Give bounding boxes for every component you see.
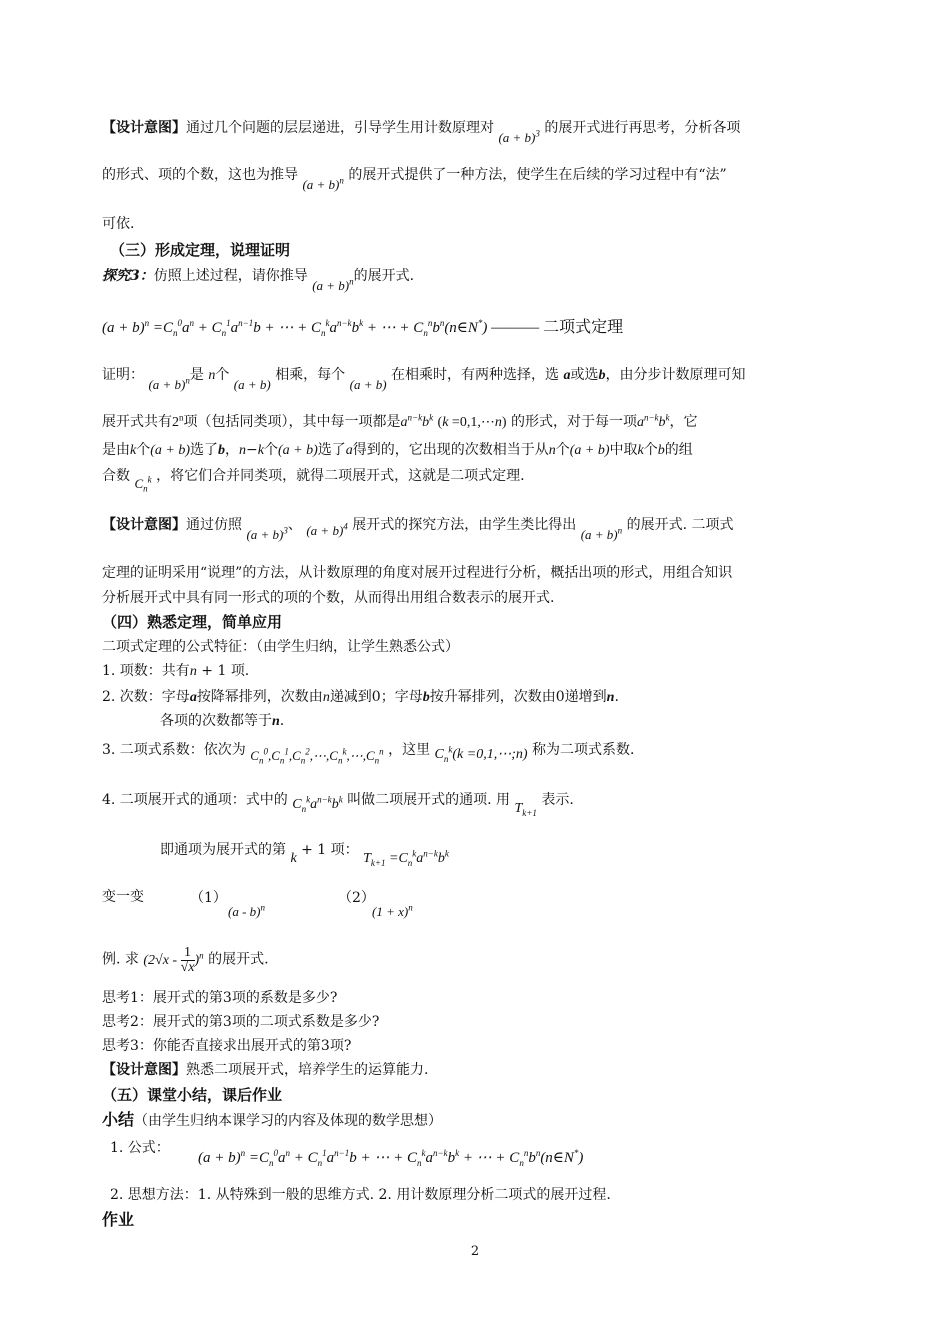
item1: 1. 项数：共有n + 1 项. — [102, 663, 250, 679]
formula-a-plus-b-n: $(a + b)^n$ — [302, 175, 344, 192]
explore3-line: 探究3：仿照上述过程，请你推导 $(a + b)^n$的展开式. — [102, 268, 415, 293]
proof-line4: 合数 $C_n^k$ ，将它们合并同类项，就得二项展开式，这就是二项式定理. — [102, 468, 525, 494]
item3: 3. 二项式系数：依次为 $C_n^0,C_n^1,C_n^2,\cdots,C_n^k,\cdots,C_n^n$ ，这里 $C_n^k(k$ =0,1,⋯;n) 称为二项式系数. — [102, 742, 635, 766]
proof-line1: 证明： $(a + b)^n$是 n个 (a + b) 相乘，每个 (a + b) 在相乘时，有两种选择，选 a或选b，由分步计数原理可知 — [102, 367, 746, 392]
intent-label: 【设计意图】 — [102, 120, 186, 136]
intent1-line2: 的形式、项的个数，这也为推导 $(a + b)^n$ 的展开式提供了一种方法，使学生在后续的学习过程中有“法” — [102, 167, 727, 192]
example-line: 例. 求 (2√x - $\frac{1}{√x}$ )$^n$ 的展开式. — [102, 945, 269, 975]
homework-label: 作业 — [102, 1210, 135, 1229]
page-number: 2 — [470, 1244, 480, 1259]
variant-line: 变一变 — [102, 889, 144, 905]
item4: 4. 二项展开式的通项：式中的 $C_n^ka^{n-k}b^k$ 叫做二项展开式的通项. 用 $T_{k+1}$ 表示. — [102, 792, 574, 818]
proof-line3: 是由k个(a + b)选了b，n−k个(a + b)选了a得到的，它出现的次数相当于从n个(a + b)中取k个b的组 — [102, 442, 693, 458]
section4-title: （四）熟悉定理，简单应用 — [102, 613, 283, 631]
intent2-line1: 【设计意图】通过仿照 $(a + b)^3$、 $(a + b)^4$ 展开式的探究方法，由学生类比得出 $(a + b)^n$ 的展开式. 二项式 — [102, 517, 734, 542]
summary-line: 小结（由学生归纳本课学习的内容及体现的数学思想） — [102, 1110, 443, 1129]
summary-formula: $(a + b)^n =C_n^0a^n + C_n^1a^{n-1}b$ + ⋯ + $C_n^ka^{n-k}b^k$ + ⋯ + $C_n^nb^n(n\in N^*)$ — [198, 1148, 584, 1168]
formula-a-plus-b-n: $(a + b)^n$ — [312, 276, 354, 293]
item4-sub: 即通项为展开式的第 k + 1 项： $T_{k+1} =C_n^ka^{n-k}b^k$ — [160, 842, 449, 868]
section5-title: （五）课堂小结，课后作业 — [102, 1086, 283, 1104]
method-line: 2. 思想方法：1. 从特殊到一般的思维方式. 2. 用计数原理分析二项式的展开过程. — [110, 1187, 611, 1203]
intent1-line1: 【设计意图】通过几个问题的层层递进，引导学生用计数原理对 $(a + b)^3$ 的展开式进行再思考，分析各项 — [102, 120, 741, 145]
think1: 思考1：展开式的第3项的系数是多少? — [102, 990, 338, 1006]
item2-sub: 各项的次数都等于n. — [160, 713, 285, 729]
intent3: 【设计意图】熟悉二项展开式，培养学生的运算能力. — [102, 1062, 429, 1078]
document-page: 【设计意图】通过几个问题的层层递进，引导学生用计数原理对 $(a + b)^3$ 的展开式进行再思考，分析各项 的形式、项的个数，这也为推导 $(a + b)^n$ 的展开式提供了一种方法，使学生在后续的学习过程中有“法” 可依. （三）形成定理，说理证明 探究3：仿照上述过程，请你推导 $(a + b)^n$的展开式. $(a + b)^n =C_n^0a^n + C_n^1a^{n-1}b$ + ⋯ + $C_n^ka^{n-k}b^k$ + ⋯ + $C_n^nb^n(n\in N^*)$ ——— 二项式定理 证明： $(a + b)^n$是 n个 (a + b) 相乘，每个 (a + b) 在相乘时，有两种选择，选 a或选b，由分步计数原理可知 展开式共有2$^n$项（包括同类项），其中每一项都是$a^{n-k}b^k$ (k =0,1,⋯n) 的形式，对于每一项$a^{n-k}b^k$，它 是由k个(a + b)选了b，n−k个(a + b)选了a得到的，它出现的次数相当于从n个(a + b)中取k个b的组 合数 $C_n^k$ ，将它们合并同类项，就得二项展开式，这就是二项式定理. 【设计意图】通过仿照 $(a + b)^3$、 $(a + b)^4$ 展开式的探究方法，由学生类比得出 $(a + b)^n$ 的展开式. 二项式 定理的证明采用“说理”的方法，从计数原理的角度对展开过程进行分析，概括出项的形式，用组合知识 分析展开式中具有同一形式的项的个数，从而得出用组合数表示的展开式. （四）熟悉定理，简单应用 二项式定理的公式特征：（由学生归纳，让学生熟悉公式） 1. 项数：共有n + 1 项. 2. 次数：字母a按降幂排列，次数由n递减到0；字母b按升幂排列，次数由0递增到n. 各项的次数都等于n. 3. 二项式系数：依次为 $C_n^0,C_n^1,C_n^2,\cdots,C_n^k,\cdots,C_n^n$ ，这里 $C_n^k(k$ =0,1,⋯;n) 称为二项式系数. 4. 二项展开式的通项：式中的 $C_n^ka^{n-k}b^k$ 叫做二项展开式的通项. 用 $T_{k+1}$ 表示. 即通项为展开式的第 k + 1 项： $T_{k+1} =C_n^ka^{n-k}b^k$ 变一变 （1） (a - b)$^n$ （2） $(1 + x)^n$ 例. 求 (2√x - $\frac{1}{√x}$ )$^n$ 的展开式. 思考1：展开式的第3项的系数是多少? 思考2：展开式的第3项的二项式系数是多少? 思考3：你能否直接求出展开式的第3项? 【设计意图】熟悉二项展开式，培养学生的运算能力. （五）课堂小结，课后作业 小结（由学生归纳本课学习的内容及体现的数学思想） 1. 公式： $(a + b)^n =C_n^0a^n + C_n^1a^{n-1}b$ + ⋯ + $C_n^ka^{n-k}b^k$ + ⋯ + $C_n^nb^n(n\in N^*)$ 2. 思想方法：1. 从特殊到一般的思维方式. 2. 用计数原理分析二项式的展开过程. 作业 2 — [0, 0, 950, 1344]
intent2-line2: 定理的证明采用“说理”的方法，从计数原理的角度对展开过程进行分析，概括出项的形式，用组合知识 — [102, 565, 733, 581]
proof-line2: 展开式共有2$^n$项（包括同类项），其中每一项都是$a^{n-k}b^k$ (k =0,1,⋯n) 的形式，对于每一项$a^{n-k}b^k$，它 — [102, 412, 698, 430]
formula-a-plus-b-cubed: $(a + b)^3$ — [498, 128, 540, 145]
intent2-line3: 分析展开式中具有同一形式的项的个数，从而得出用组合数表示的展开式. — [102, 590, 555, 606]
section4-intro: 二项式定理的公式特征：（由学生归纳，让学生熟悉公式） — [102, 639, 459, 655]
variant-formula-1: (a - b)$^n$ — [228, 902, 265, 919]
example-formula: (2√x - $\frac{1}{√x}$ )$^n$ — [143, 945, 204, 975]
intent1-line3: 可依. — [102, 216, 135, 232]
section3-title: （三）形成定理，说理证明 — [110, 241, 291, 259]
binomial-theorem-formula: $(a + b)^n =C_n^0a^n + C_n^1a^{n-1}b$ + ⋯ + $C_n^ka^{n-k}b^k$ + ⋯ + $C_n^nb^n(n\in N^*)$ ——— 二项式定理 — [102, 318, 624, 338]
think3: 思考3：你能否直接求出展开式的第3项? — [102, 1038, 352, 1054]
think2: 思考2：展开式的第3项的二项式系数是多少? — [102, 1014, 380, 1030]
item2: 2. 次数：字母a按降幂排列，次数由n递减到0；字母b按升幂排列，次数由0递增到n. — [102, 689, 619, 705]
formula-label: 1. 公式： — [110, 1140, 170, 1156]
variant-formula-2: $(1 + x)^n$ — [372, 902, 413, 919]
